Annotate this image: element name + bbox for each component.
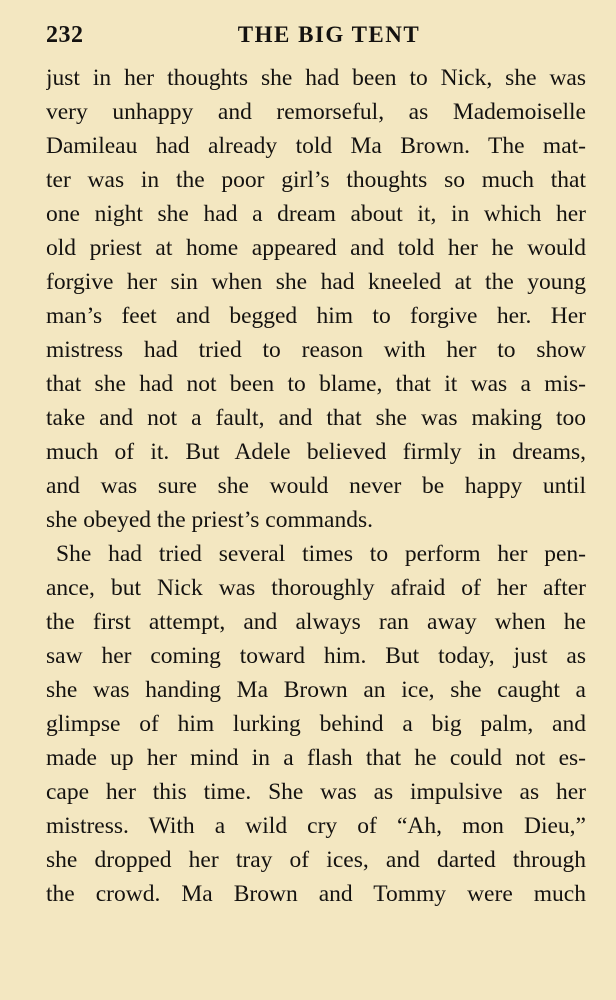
text-line: the first attempt, and always ran away when he — [46, 609, 586, 635]
page-number: 232 — [46, 22, 84, 48]
text-line: She had tried several times to perform her pen- — [56, 541, 586, 567]
text-line: mistress. With a wild cry of “Ah, mon Dieu,” — [46, 813, 586, 839]
page-header — [46, 22, 584, 58]
text-line: old priest at home appeared and told her he would — [46, 235, 586, 261]
text-line: and was sure she would never be happy until — [46, 473, 586, 499]
text-line: she dropped her tray of ices, and darted through — [46, 847, 586, 873]
text-line: ance, but Nick was thoroughly afraid of her after — [46, 575, 586, 601]
text-line: Damileau had already told Ma Brown. The mat- — [46, 133, 586, 159]
text-line: man’s feet and begged him to forgive her. Her — [46, 303, 586, 329]
text-line: glimpse of him lurking behind a big palm, and — [46, 711, 586, 737]
running-head: THE BIG TENT — [237, 22, 421, 47]
text-line: that she had not been to blame, that it was a mis- — [46, 371, 586, 397]
text-line: she obeyed the priest’s commands. — [46, 507, 373, 533]
text-line: the crowd. Ma Brown and Tommy were much — [46, 881, 586, 907]
text-line: one night she had a dream about it, in which her — [46, 201, 586, 227]
text-line: much of it. But Adele believed firmly in dreams, — [46, 439, 586, 465]
text-line: cape her this time. She was as impulsive as her — [46, 779, 586, 805]
text-line: she was handing Ma Brown an ice, she caught a — [46, 677, 586, 703]
body-text — [46, 61, 586, 911]
text-line: made up her mind in a flash that he could not es- — [46, 745, 586, 771]
text-line: mistress had tried to reason with her to show — [46, 337, 586, 363]
text-line: saw her coming toward him. But today, just as — [46, 643, 586, 669]
text-line: ter was in the poor girl’s thoughts so much that — [46, 167, 586, 193]
text-line: forgive her sin when she had kneeled at the young — [46, 269, 586, 295]
text-line: take and not a fault, and that she was making too — [46, 405, 586, 431]
text-line: just in her thoughts she had been to Nick, she was — [46, 65, 586, 91]
text-line: very unhappy and remorseful, as Mademoiselle — [46, 99, 586, 125]
